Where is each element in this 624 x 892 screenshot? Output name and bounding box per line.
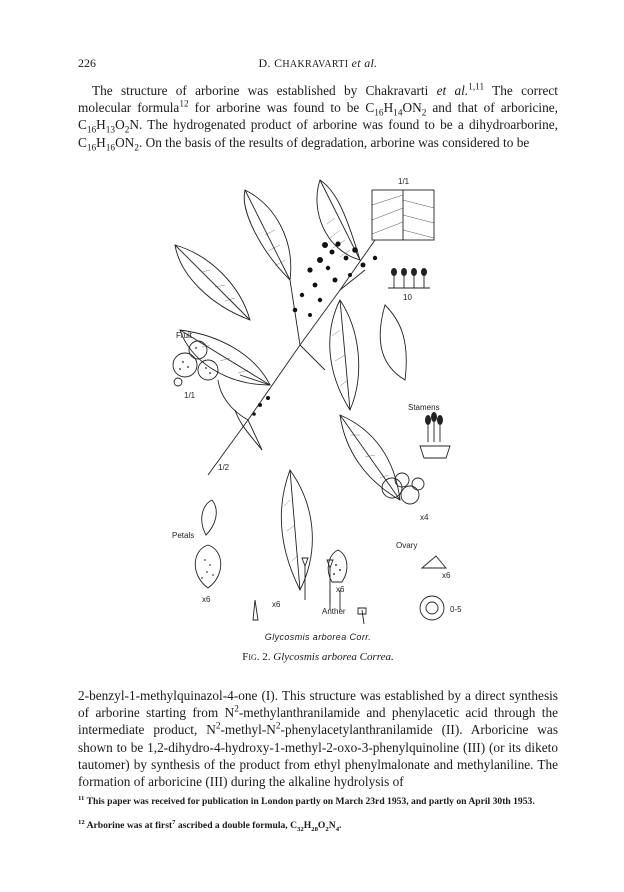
- intro-paragraph: [78, 82, 558, 154]
- glycosmis-illustration: [150, 170, 480, 650]
- footnote-text: This paper was received for publication in London partly on March 23rd 1953, and partly on April 30th 1953.: [86, 796, 535, 807]
- leaf-bottom: [281, 470, 312, 590]
- label-x6-a: x6: [442, 571, 451, 580]
- footnote-mark: 11: [78, 794, 85, 802]
- label-detail-scale: 10: [403, 293, 412, 302]
- label-ovary: Ovary: [396, 541, 418, 550]
- label-x4: x4: [420, 513, 429, 522]
- label-fruit-scale: 1/1: [184, 391, 196, 400]
- body-text: 2-benzyl-1-methylquinazol-4-one (I). This structure was established by a direct synthesis of arborine starting from $N^2$-methylanthranilamide and phenylacetic acid through the intermediate product, $N^2-methyl-N^2$-phenylacetylanthranilamide (II). Arboricine was shown to be 1,2-dihydro-4-hydroxy-1-methyl-2-oxo-3-phenylquinoline (III) (or its diketo tautomer) by synthesis of the product from ethyl phenylmalonate and methylaniline. The formation of arboricine (III) during the alkaline hydrolysis of: [78, 688, 558, 790]
- body-paragraph: [78, 687, 558, 790]
- label-branch-scale: 1/2: [218, 463, 230, 472]
- label-stamens: Stamens: [408, 403, 440, 412]
- footnote-mark: 12: [78, 818, 85, 826]
- label-x6-d: x6: [272, 600, 281, 609]
- botanical-figure: [150, 170, 480, 650]
- label-x6-c: x6: [202, 595, 211, 604]
- label-petals: Petals: [172, 531, 195, 540]
- footnote-text: Arborine was at first$^7$ ascribed a double formula, $C_{32}H_{28}O_2N_4$.: [86, 818, 342, 833]
- label-top-scale: 1/1: [398, 177, 410, 186]
- label-fruit: Fruit: [176, 331, 192, 340]
- leaf-center: [330, 300, 359, 410]
- page-number: 226: [78, 56, 96, 70]
- figure-caption: [78, 651, 558, 663]
- footnote-12: [78, 820, 558, 832]
- running-head: D. CHAKRAVARTI et al.: [258, 56, 378, 70]
- label-scale-05: 0-5: [450, 605, 462, 614]
- figure-title: Glycosmis arborea Corr.: [264, 632, 372, 642]
- footnote-11: [78, 796, 558, 808]
- figure-caption-text: Glycosmis arborea Correa.: [273, 651, 394, 663]
- figure-caption-label: Fig. 2.: [242, 651, 271, 663]
- label-anther: Anther: [322, 607, 346, 616]
- label-x6-b: x6: [336, 585, 345, 594]
- intro-text: The structure of arborine was established by Chakravarti et al.$^{1,11}$ The correct molecular formula$^{12}$ for arborine was found to be $C_{16}H_{14}ON_2$ and that of arboricine, $C_{16}H_{13}O_2N$. The hydrogenated product of arborine was found to be a dihydroarborine, $C_{16}H_{16}ON_2$. On the basis of the results of degradation, arborine was considered to be: [78, 82, 558, 154]
- page-header: [78, 56, 558, 72]
